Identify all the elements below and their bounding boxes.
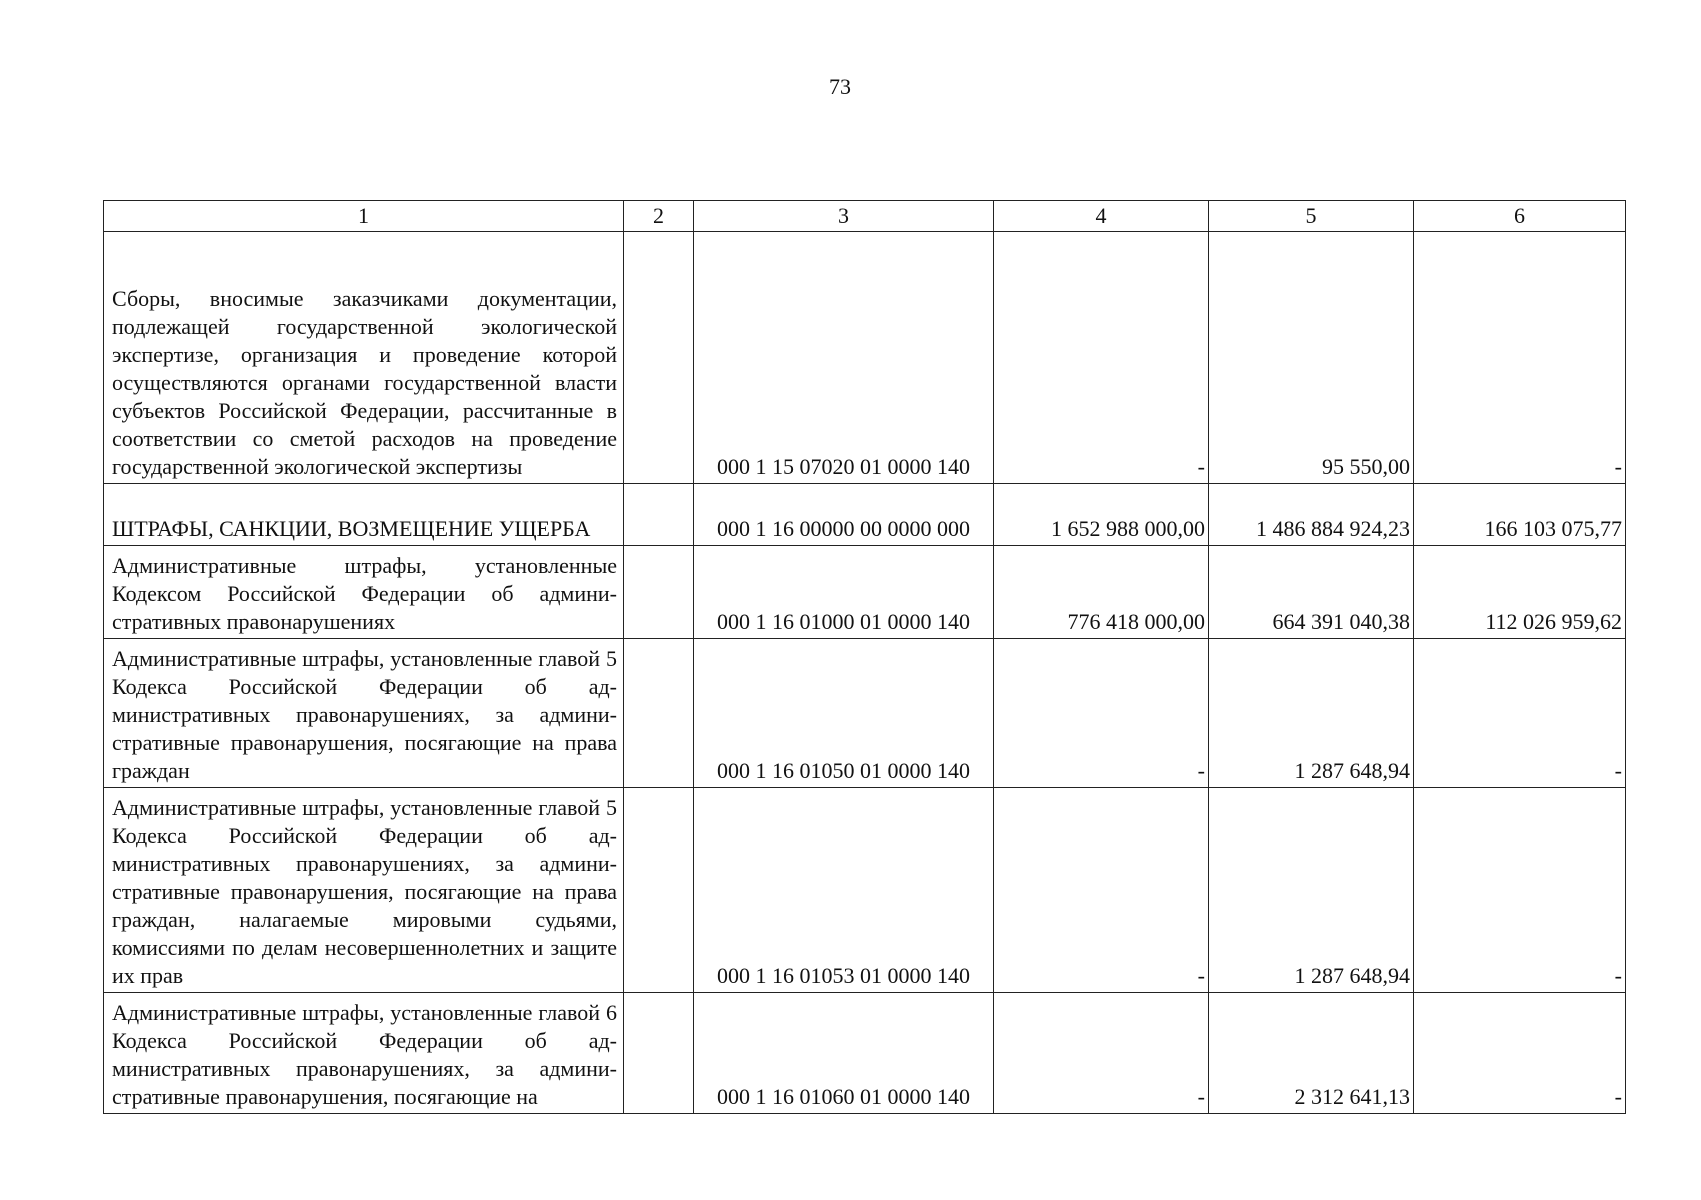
row-col6: 112 026 959,62	[1414, 546, 1626, 639]
row-col4: -	[994, 232, 1209, 484]
row-name: Административные штрафы, установленные главой 5 Кодекса Российской Федерации об административных правонарушениях, за административные правонарушения, посягающие на права граждан	[104, 639, 624, 788]
header-col-1: 1	[104, 201, 624, 232]
row-col4: -	[994, 788, 1209, 993]
row-col6: 166 103 075,77	[1414, 484, 1626, 546]
row-col4: 776 418 000,00	[994, 546, 1209, 639]
header-col-6: 6	[1414, 201, 1626, 232]
header-col-3: 3	[694, 201, 994, 232]
row-col2	[624, 484, 694, 546]
table-row	[104, 546, 1626, 639]
row-code: 000 1 16 01053 01 0000 140	[694, 788, 994, 993]
table-row	[104, 788, 1626, 993]
row-name: Административные штрафы, установленные Кодексом Российской Федерации об административных правонарушениях	[104, 546, 624, 639]
row-col4: -	[994, 993, 1209, 1114]
row-col6: -	[1414, 232, 1626, 484]
row-code: 000 1 16 01000 01 0000 140	[694, 546, 994, 639]
table-row	[104, 484, 1626, 546]
header-row	[104, 201, 1626, 232]
table-row	[104, 993, 1626, 1114]
row-col2	[624, 546, 694, 639]
header-col-5: 5	[1209, 201, 1414, 232]
row-col2	[624, 993, 694, 1114]
row-code: 000 1 15 07020 01 0000 140	[694, 232, 994, 484]
row-col2	[624, 232, 694, 484]
row-name: Административные штрафы, установленные главой 6 Кодекса Российской Федерации об административных правонарушениях, за административные правонарушения, посягающие на	[104, 993, 624, 1114]
row-name: Административные штрафы, установленные главой 5 Кодекса Российской Федерации об административных правонарушениях, за административные правонарушения, посягающие на права граждан, налагаемые мировыми судьями, комиссиями по делам несовершеннолетних и защите их прав	[104, 788, 624, 993]
header-col-4: 4	[994, 201, 1209, 232]
row-name: Сборы, вносимые заказчиками документации, подлежащей государственной экологической экспертизе, организация и проведение которой осуществляются органами государственной власти субъектов Российской Федерации, рассчитанные в соответствии со сметой расходов на проведение государственной экологической экспертизы	[104, 232, 624, 484]
row-col4: 1 652 988 000,00	[994, 484, 1209, 546]
row-col5: 1 486 884 924,23	[1209, 484, 1414, 546]
row-code: 000 1 16 00000 00 0000 000	[694, 484, 994, 546]
row-col6: -	[1414, 993, 1626, 1114]
row-col5: 2 312 641,13	[1209, 993, 1414, 1114]
row-name: ШТРАФЫ, САНКЦИИ, ВОЗМЕЩЕНИЕ УЩЕРБА	[104, 484, 624, 546]
row-code: 000 1 16 01060 01 0000 140	[694, 993, 994, 1114]
row-col4: -	[994, 639, 1209, 788]
page-number: 73	[829, 74, 851, 99]
table-row	[104, 639, 1626, 788]
revenue-table	[103, 200, 1626, 1114]
row-col6: -	[1414, 639, 1626, 788]
header-col-2: 2	[624, 201, 694, 232]
row-col5: 1 287 648,94	[1209, 788, 1414, 993]
row-col6: -	[1414, 788, 1626, 993]
row-col5: 95 550,00	[1209, 232, 1414, 484]
row-code: 000 1 16 01050 01 0000 140	[694, 639, 994, 788]
row-col2	[624, 639, 694, 788]
table-row	[104, 232, 1626, 484]
row-col5: 664 391 040,38	[1209, 546, 1414, 639]
row-col5: 1 287 648,94	[1209, 639, 1414, 788]
row-col2	[624, 788, 694, 993]
